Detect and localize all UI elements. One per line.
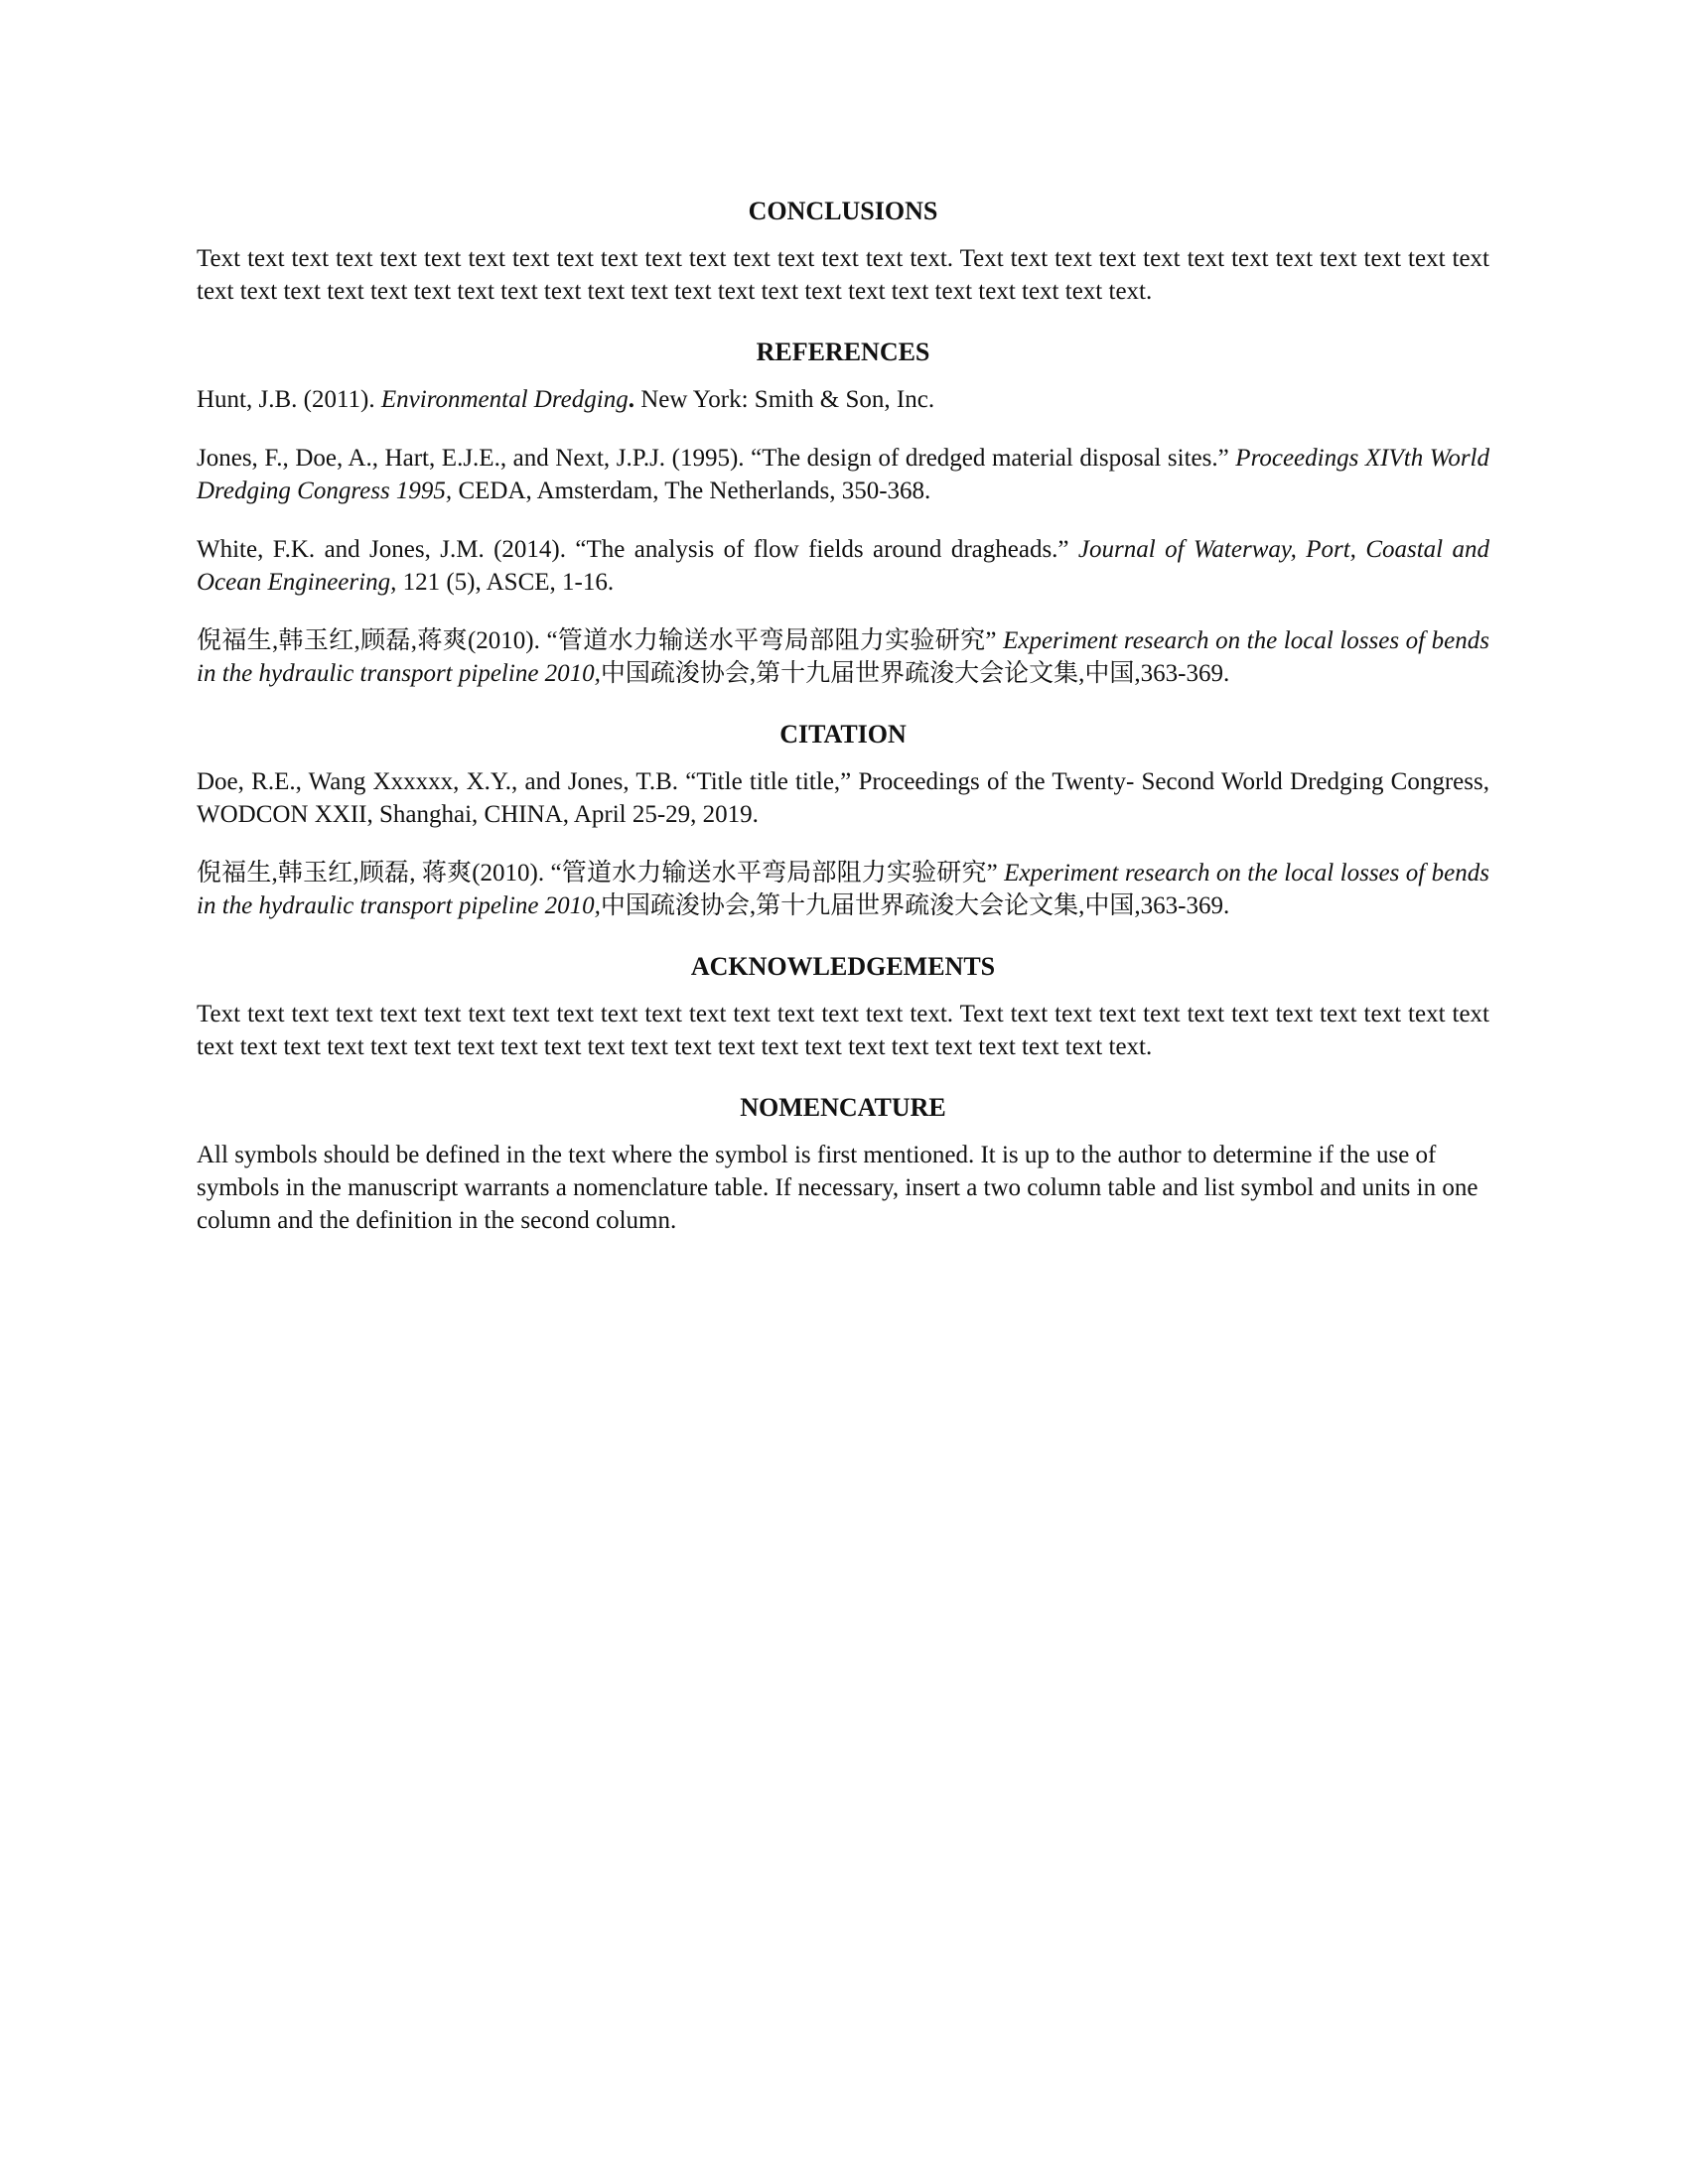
nomenclature-heading: NOMENCATURE	[740, 1093, 946, 1122]
references-heading: REFERENCES	[756, 338, 930, 366]
reference-text: Hunt, J.B. (2011).	[197, 386, 381, 413]
conclusions-section	[197, 195, 1489, 308]
citation-text: 倪福生,韩玉红,顾磊, 蒋爽(2010). “管道水力输送水平弯局部阻力实验研究”	[197, 860, 1005, 887]
citation-title: Experiment research on the local losses of bends in the hydraulic transport pipeline 2010,	[197, 860, 1489, 919]
reference-title: Experiment research on the local losses of bends in the hydraulic transport pipeline 2010,	[197, 627, 1489, 687]
acknowledgements-heading: ACKNOWLEDGEMENTS	[690, 952, 996, 981]
acknowledgements-body: Text text text text text text text text text text text text text text text text text. Text text text text text text text text text text text text text text text text text text text text text text text text text text text text text text text text text text.	[197, 1001, 1489, 1060]
citation-text: 中国疏浚协会,第十九届世界疏浚大会论文集,中国,363-369.	[600, 892, 1230, 919]
reference-punct: .	[628, 386, 634, 413]
nomenclature-section	[197, 1091, 1489, 1237]
reference-entry	[197, 383, 1489, 416]
conclusions-heading: CONCLUSIONS	[748, 197, 938, 225]
nomenclature-body: All symbols should be defined in the text where the symbol is first mentioned. It is up to the author to determine if the use of symbols in the manuscript warrants a nomenclature table. If necessary, insert a two column table and list symbol and units in one column and the definition in the second column.	[197, 1142, 1478, 1234]
citation-heading: CITATION	[779, 720, 907, 749]
reference-title: Proceedings XIVth World Dredging Congress 1995,	[197, 445, 1489, 504]
reference-text: Jones, F., Doe, A., Hart, E.J.E., and Next, J.P.J. (1995). “The design of dredged material disposal sites.”	[197, 445, 1236, 472]
reference-text: CEDA, Amsterdam, The Netherlands, 350-368.	[452, 478, 931, 504]
reference-title: Environmental Dredging	[380, 386, 629, 413]
references-section	[197, 336, 1489, 690]
reference-text: 121 (5), ASCE, 1-16.	[396, 569, 615, 596]
reference-entry	[197, 624, 1489, 690]
reference-title: Journal of Waterway, Port, Coastal and Ocean Engineering,	[197, 536, 1489, 596]
reference-text: 中国疏浚协会,第十九届世界疏浚大会论文集,中国,363-369.	[600, 660, 1230, 687]
conclusions-body: Text text text text text text text text text text text text text text text text text. Text text text text text text text text text text text text text text text text text text text text text text text text text text text text text text text text text text.	[197, 245, 1489, 305]
citation-section	[197, 718, 1489, 922]
acknowledgements-section	[197, 950, 1489, 1063]
citation-entry	[197, 765, 1489, 831]
reference-text: 倪福生,韩玉红,顾磊,蒋爽(2010). “管道水力输送水平弯局部阻力实验研究”	[197, 627, 1004, 654]
citation-entry	[197, 857, 1489, 922]
reference-entry	[197, 442, 1489, 507]
citation-text: Doe, R.E., Wang Xxxxxx, X.Y., and Jones, T.B. “Title title title,” Proceedings of the Twenty- Second World Dredging Congress, WODCON XXII, Shanghai, CHINA, April 25-29, 2019.	[197, 768, 1489, 828]
reference-text: White, F.K. and Jones, J.M. (2014). “The analysis of flow fields around dragheads.”	[197, 536, 1078, 563]
reference-entry	[197, 533, 1489, 599]
document-page	[197, 195, 1489, 1237]
reference-text: New York: Smith & Son, Inc.	[633, 386, 935, 413]
